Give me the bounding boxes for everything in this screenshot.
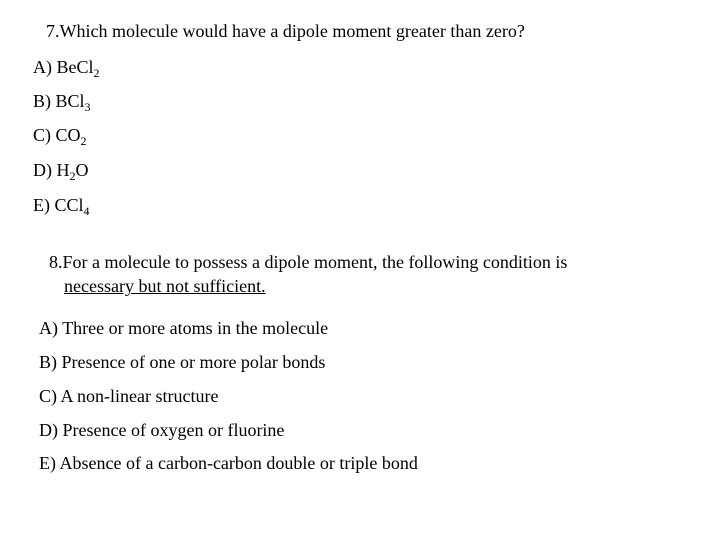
formula-subscript: 2 [80, 134, 87, 148]
option-text: Presence of oxygen or fluorine [62, 420, 285, 440]
option-letter: E) [39, 453, 56, 473]
q8-option-e [39, 454, 418, 472]
option-letter: D) [33, 160, 52, 180]
q7-option-c [33, 125, 87, 148]
formula-main: BCl [55, 91, 85, 111]
q7-option-b [33, 91, 91, 114]
question-7-title [46, 22, 525, 40]
question-8-number: 8. [49, 252, 63, 272]
formula-subscript: 4 [83, 204, 90, 218]
question-7-text: Which molecule would have a dipole moment greater than zero? [59, 21, 525, 41]
question-8-text: For a molecule to possess a dipole moment, the following condition is [62, 252, 568, 272]
q7-option-e [33, 195, 90, 218]
q8-option-a [39, 319, 328, 337]
option-text: A non-linear structure [60, 386, 219, 406]
option-letter: C) [39, 386, 57, 406]
q8-option-b [39, 353, 325, 371]
formula-tail: O [75, 160, 89, 180]
formula-subscript: 2 [69, 169, 76, 183]
option-letter: B) [33, 91, 51, 111]
option-text: Absence of a carbon-carbon double or triple bond [59, 453, 418, 473]
question-8-title-line1 [49, 253, 567, 271]
q8-option-c [39, 387, 218, 405]
option-letter: E) [33, 195, 50, 215]
formula-main: CCl [54, 195, 84, 215]
option-letter: D) [39, 420, 58, 440]
question-8-title-line2: necessary but not sufficient. [64, 276, 266, 296]
q8-option-d [39, 421, 284, 439]
formula-main: CO [55, 125, 81, 145]
option-letter: B) [39, 352, 57, 372]
option-letter: C) [33, 125, 51, 145]
formula-subscript: 2 [93, 66, 100, 80]
option-letter: A) [33, 57, 52, 77]
option-text: Presence of one or more polar bonds [61, 352, 326, 372]
q7-option-a [33, 57, 100, 80]
formula-main: BeCl [56, 57, 94, 77]
formula-main: H [56, 160, 70, 180]
q7-option-d [33, 160, 89, 183]
formula-subscript: 3 [84, 100, 91, 114]
option-letter: A) [39, 318, 58, 338]
option-text: Three or more atoms in the molecule [62, 318, 329, 338]
question-7-number: 7. [46, 21, 60, 41]
